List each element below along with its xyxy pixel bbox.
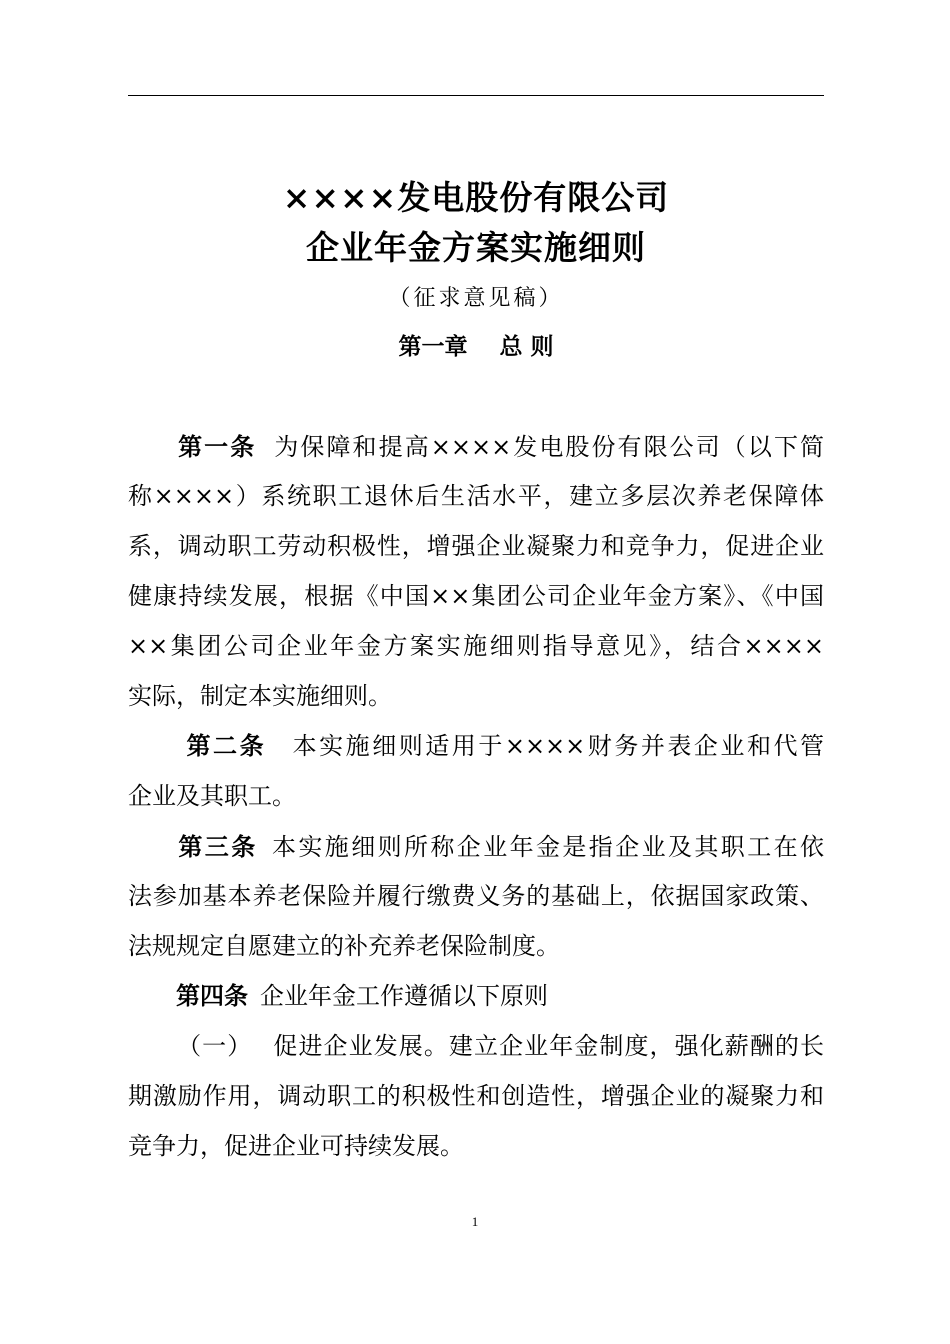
article2-label: 第二条 bbox=[184, 731, 267, 760]
principle1-line2: 期激励作用，调动职工的积极性和创造性，增强企业的凝聚力和 bbox=[128, 1082, 824, 1110]
principle1-line1 bbox=[128, 1026, 824, 1061]
chapter-heading: 第一章 总 则 bbox=[398, 333, 554, 360]
article3-text1: 本实施细则所称企业年金是指企业及其职工在依 bbox=[269, 833, 824, 861]
article1-line1 bbox=[128, 427, 824, 462]
article2-text1: 本实施细则适用于××××财务并表企业和代管 bbox=[290, 732, 824, 760]
article4-text1: 企业年金工作遵循以下原则 bbox=[260, 982, 548, 1010]
article4-label: 第四条 bbox=[176, 981, 248, 1010]
page-number: 1 bbox=[471, 1214, 479, 1229]
document-title-line1: ××××发电股份有限公司 bbox=[282, 178, 670, 217]
article1-label: 第一条 bbox=[176, 432, 257, 461]
article1-line4: 健康持续发展，根据《中国××集团公司企业年金方案》、《中国 bbox=[128, 582, 824, 610]
article1-line6: 实际，制定本实施细则。 bbox=[128, 682, 392, 710]
principle1-label: （一） bbox=[176, 1032, 253, 1060]
document-subtitle: （征求意见稿） bbox=[388, 286, 564, 311]
principle1-line3: 竞争力，促进企业可持续发展。 bbox=[128, 1132, 464, 1160]
article1-text1: 为保障和提高××××发电股份有限公司（以下简 bbox=[272, 433, 824, 461]
article1-line3: 系，调动职工劳动积极性，增强企业凝聚力和竞争力，促进企业 bbox=[128, 532, 824, 560]
article2-line2: 企业及其职工。 bbox=[128, 782, 296, 810]
article3-line2: 法参加基本养老保险并履行缴费义务的基础上，依据国家政策、 bbox=[128, 882, 824, 910]
article3-line3: 法规规定自愿建立的补充养老保险制度。 bbox=[128, 932, 560, 960]
article1-line2: 称××××）系统职工退休后生活水平，建立多层次养老保障体 bbox=[128, 482, 824, 510]
article4-line1 bbox=[128, 976, 824, 1011]
principle1-text1: 促进企业发展。建立企业年金制度，强化薪酬的长 bbox=[272, 1032, 824, 1060]
article2-line1 bbox=[128, 726, 824, 761]
header-rule bbox=[128, 95, 824, 96]
article3-line1 bbox=[128, 827, 824, 862]
article1-line5: ××集团公司企业年金方案实施细则指导意见》，结合×××× bbox=[128, 632, 824, 660]
document-title-line2: 企业年金方案实施细则 bbox=[306, 228, 646, 267]
article3-label: 第三条 bbox=[176, 832, 258, 861]
